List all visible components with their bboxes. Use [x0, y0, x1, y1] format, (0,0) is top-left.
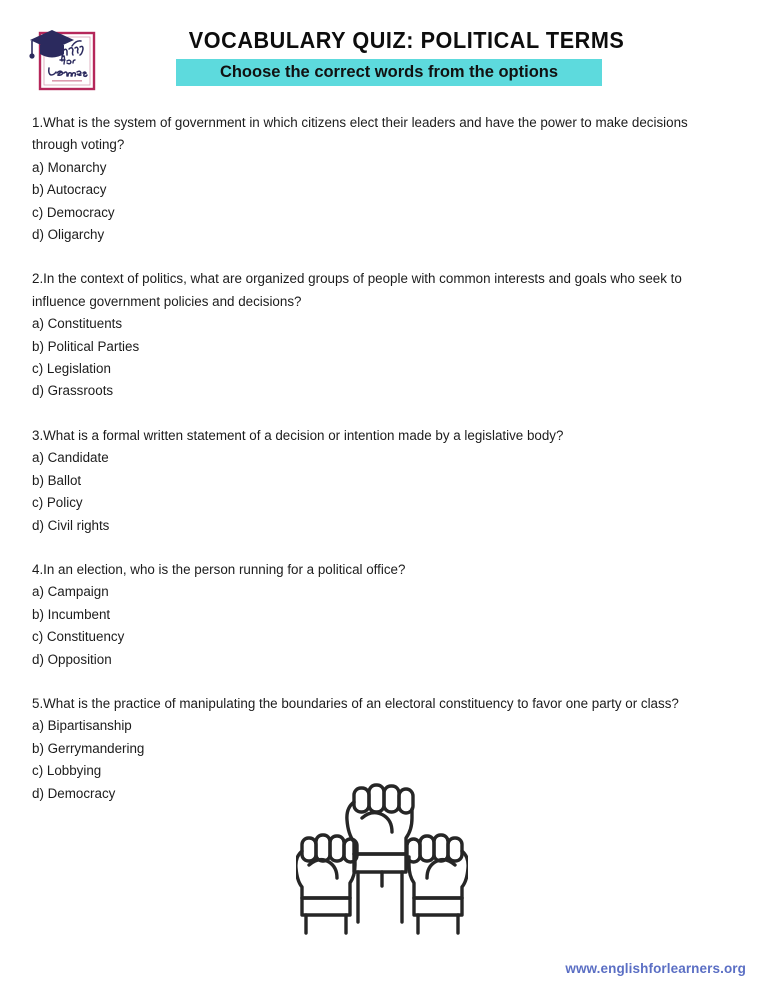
question-prompt-2: In the context of politics, what are organized groups of people with common interests and goals who seek to influence government policies and decisions? — [32, 271, 682, 309]
question-number-4: 4. — [32, 561, 44, 577]
question-prompt-3: What is a formal written statement of a decision or intention made by a legislative body? — [43, 427, 564, 443]
option-4d[interactable]: d) Opposition — [32, 651, 112, 667]
option-2b[interactable]: b) Political Parties — [32, 338, 140, 354]
page-subtitle: Choose the correct words from the options — [219, 61, 559, 81]
option-5c[interactable]: c) Lobbying — [32, 763, 102, 779]
option-5a[interactable]: a) Bipartisanship — [32, 718, 132, 734]
question-number-1: 1. — [32, 115, 44, 130]
option-2a[interactable]: a) Constituents — [32, 316, 123, 332]
option-4b[interactable]: b) Incumbent — [32, 606, 111, 622]
option-3b[interactable]: b) Ballot — [32, 472, 82, 488]
subtitle-band — [176, 59, 602, 87]
option-1d[interactable]: d) Oligarchy — [32, 227, 105, 243]
option-3c[interactable]: c) Policy — [32, 495, 83, 511]
question-text-2 — [32, 268, 698, 313]
page-title: VOCABULARY QUIZ: POLITICAL TERMS — [188, 27, 625, 53]
worksheet-header — [0, 0, 768, 104]
question-prompt-4: In an election, who is the person running for a political office? — [43, 561, 406, 577]
option-1c[interactable]: c) Democracy — [32, 204, 115, 220]
english-for-learners-logo — [22, 18, 100, 94]
question-number-3: 3. — [32, 427, 44, 443]
option-3d[interactable]: d) Civil rights — [32, 517, 110, 533]
raised-fists-illustration — [296, 778, 468, 938]
option-2d[interactable]: d) Grassroots — [32, 383, 114, 399]
option-3a[interactable]: a) Candidate — [32, 450, 109, 466]
question-prompt-5: What is the practice of manipulating the boundaries of an electoral constituency to favor one party or class? — [43, 695, 679, 711]
option-2c[interactable]: c) Legislation — [32, 361, 111, 377]
left-fist — [296, 835, 357, 933]
question-block-1 — [32, 112, 698, 246]
question-text-5 — [32, 693, 698, 715]
question-block-4 — [32, 559, 698, 671]
question-prompt-1: What is the system of government in which citizens elect their leaders and have the power to make decisions through voting? — [32, 115, 688, 153]
question-number-5: 5. — [32, 695, 44, 711]
question-block-3 — [32, 425, 698, 537]
question-block-2 — [32, 268, 698, 402]
title-block — [176, 27, 625, 86]
quiz-questions-list — [32, 112, 698, 805]
question-text-1 — [32, 112, 698, 157]
website-url[interactable]: www.englishforlearners.org — [565, 961, 746, 976]
option-4a[interactable]: a) Campaign — [32, 584, 109, 600]
option-5b[interactable]: b) Gerrymandering — [32, 740, 145, 756]
option-1a[interactable]: a) Monarchy — [32, 159, 107, 175]
right-fist — [407, 835, 468, 933]
option-4c[interactable]: c) Constituency — [32, 629, 125, 645]
question-text-3 — [32, 425, 698, 447]
question-number-2: 2. — [32, 271, 44, 287]
option-5d[interactable]: d) Democracy — [32, 785, 116, 801]
question-text-4 — [32, 559, 698, 581]
option-1b[interactable]: b) Autocracy — [32, 182, 107, 198]
